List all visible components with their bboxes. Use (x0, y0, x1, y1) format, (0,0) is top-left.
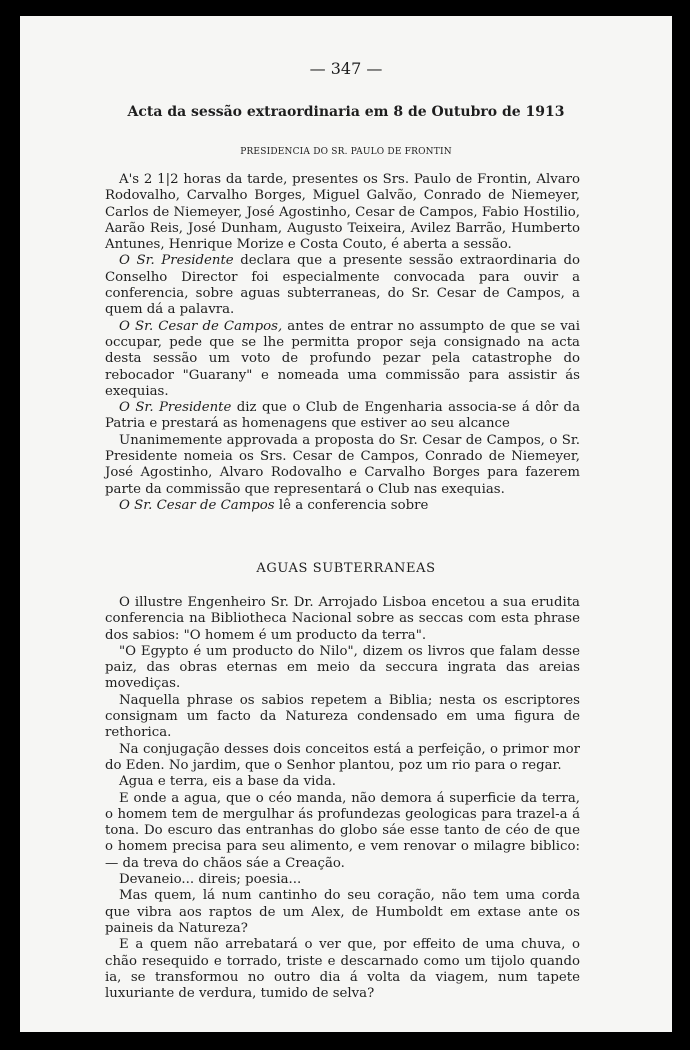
paragraph: O Sr. Presidente diz que o Club de Engenharia associa-se á dôr da Patria e prestará as homenagens que estiver ao seu alcance (105, 400, 580, 432)
paragraph: O illustre Engenheiro Sr. Dr. Arrojado Lisboa encetou a sua erudita conferencia na Bibliotheca Nacional sobre as seccas com esta phrase dos sabios: "O homem é um producto da terra". (105, 595, 580, 643)
paragraph: Na conjugação desses dois conceitos está a perfeição, o primor mor do Eden. No jardim, que o Senhor plantou, poz um rio para o regar. (105, 741, 580, 773)
paragraph: Mas quem, lá num cantinho do seu coração, não tem uma corda que vibra aos raptos de um Alex, de Humboldt em extase ante os paineis da Natureza? (105, 888, 580, 936)
paragraph: Unanimemente approvada a proposta do Sr. Cesar de Campos, o Sr. Presidente nomeia os Srs. Cesar de Campos, Conrado de Niemeyer, José Agostinho, Alvaro Rodovalho e Carvalho Borges para fazerem parte da commissão que representará o Club nas exequias. (105, 432, 580, 497)
paragraph: A's 2 1|2 horas da tarde, presentes os Srs. Paulo de Frontin, Alvaro Rodovalho, Carvalho Borges, Miguel Galvão, Conrado de Niemeyer, Carlos de Niemeyer, José Agostinho, Cesar de Campos, Fabio Hostilio, Aarão Reis, José Dunham, Augusto Teixeira, Avilez Barrão, Humberto Antunes, Henrique Morize e Costa Couto, é aberta a sessão. (105, 172, 580, 253)
conference-body (105, 595, 580, 1002)
speaker-name: O Sr. Cesar de Campos, (119, 318, 283, 334)
paragraph: E a quem não arrebatará o ver que, por effeito de uma chuva, o chão resequido e torrado, triste e descarnado como um tijolo quando ia, se transformou no outro dia á volta da viagem, num tapete luxuriante de verdura, tumido de selva? (105, 937, 580, 1002)
document-title: Acta da sessão extraordinaria em 8 de Outubro de 1913 (127, 104, 565, 120)
paragraph: O Sr. Cesar de Campos, antes de entrar no assumpto de que se vai occupar, pede que se lhe permitta propor seja consignado na acta desta sessão um voto de profundo pezar pela catastrophe do rebocador "Guarany" e nomeada uma commissão para assistir ás exequias. (105, 318, 580, 399)
presidency-line: PRESIDENCIA DO SR. PAULO DE FRONTIN (240, 147, 452, 157)
speaker-name: O Sr. Presidente (119, 400, 232, 416)
paragraph: Naquella phrase os sabios repetem a Biblia; nesta os escriptores consignam um facto da Natureza condensado em uma figura de rethorica. (105, 692, 580, 741)
minutes-body (105, 172, 580, 514)
paragraph: Agua e terra, eis a base da vida. (119, 774, 337, 790)
speaker-name: O Sr. Cesar de Campos (119, 497, 275, 513)
paragraph: O Sr. Presidente declara que a presente sessão extraordinaria do Conselho Director foi especialmente convocada para ouvir a conferencia, sobre aguas subterraneas, do Sr. Cesar de Campos, a quem dá a palavra. (105, 253, 580, 318)
paragraph: E onde a agua, que o céo manda, não demora á superficie da terra, o homem tem de mergulhar ás profundezas geologicas para trazel-a á tona. Do escuro das entranhas do globo sáe esse tanto de céo de que o homem precisa para seu alimento, e vem renovar o milagre biblico: — da treva do chãos sáe a Creação. (105, 790, 580, 871)
paragraph: Devaneio... direis; poesia... (119, 872, 302, 888)
section-heading: AGUAS SUBTERRANEAS (256, 561, 436, 576)
paragraph: "O Egypto é um producto do Nilo", dizem os livros que falam desse paiz, das obras eternas em meio da seccura ingrata das areias movediças. (105, 643, 580, 692)
page-number: — 347 — (309, 59, 383, 78)
paragraph: O Sr. Cesar de Campos lê a conferencia sobre (119, 497, 429, 513)
speaker-name: O Sr. Presidente (119, 253, 234, 269)
document-page (20, 16, 672, 1032)
